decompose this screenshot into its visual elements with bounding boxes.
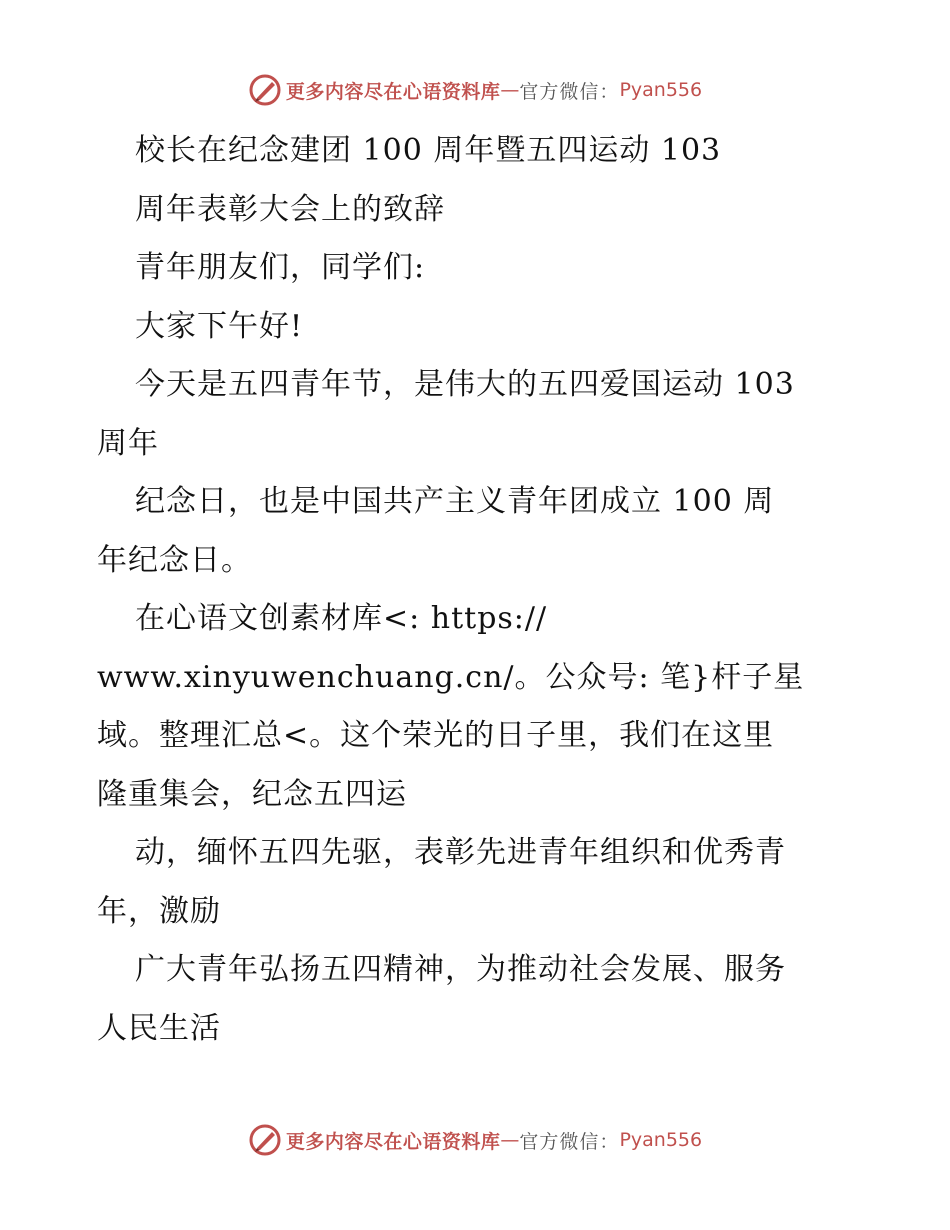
doc-line-12: 隆重集会，纪念五四运 [97, 776, 407, 812]
doc-line-6: 周年 [97, 425, 159, 461]
doc-line-4: 大家下午好! [135, 308, 304, 344]
doc-line-14: 年，激励 [97, 893, 221, 929]
doc-line-2: 周年表彰大会上的致辞 [135, 191, 445, 227]
doc-line-13: 动，缅怀五四先驱，表彰先进青年组织和优秀青 [135, 835, 786, 870]
watermark-wechat-label: 官方微信： [519, 80, 620, 103]
pen-circle-logo-icon [248, 73, 282, 107]
doc-line-11: 域。整理汇总<。这个荣光的日子里，我们在这里 [97, 718, 775, 753]
header-watermark [0, 70, 950, 110]
doc-line-9: 在心语文创素材库<: https:// [135, 601, 548, 636]
watermark-dash: — [500, 79, 520, 101]
footer-watermark [0, 1120, 950, 1160]
watermark-main-text: 更多内容尽在心语资料库 [285, 80, 501, 103]
doc-line-15: 广大青年弘扬五四精神，为推动社会发展、服务 [135, 952, 786, 987]
watermark-main-text: 更多内容尽在心语资料库 [285, 1130, 501, 1153]
document-body [97, 122, 877, 1058]
watermark-wechat-id: Pyan556 [619, 79, 703, 101]
doc-line-10: www.xinyuwenchuang.cn/。公众号: 笔}杆子星 [97, 659, 805, 695]
watermark-wechat-id: Pyan556 [619, 1129, 703, 1151]
doc-line-16: 人民生活 [97, 1010, 221, 1046]
doc-line-5: 今天是五四青年节，是伟大的五四爱国运动 103 [135, 367, 795, 402]
doc-line-3: 青年朋友们，同学们: [135, 250, 426, 285]
doc-line-8: 年纪念日。 [97, 542, 252, 578]
pen-circle-logo-icon [248, 1123, 282, 1157]
doc-line-1: 校长在纪念建团 100 周年暨五四运动 103 [135, 133, 722, 168]
watermark-wechat-label: 官方微信： [519, 1130, 620, 1153]
watermark-dash: — [500, 1129, 520, 1151]
doc-line-7: 纪念日，也是中国共产主义青年团成立 100 周 [135, 484, 775, 519]
